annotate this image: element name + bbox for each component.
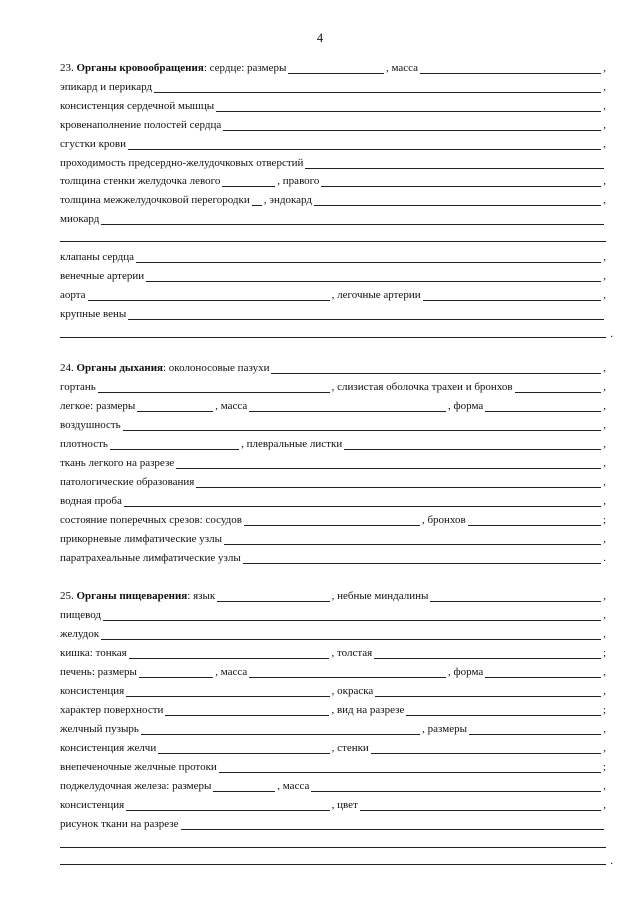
form-field [60, 138, 603, 150]
fill-in-line[interactable] [468, 515, 601, 526]
field-label: миокард [60, 213, 100, 225]
form-field [60, 362, 603, 374]
field-label: , масса [215, 400, 248, 412]
fill-in-line[interactable] [288, 63, 384, 74]
form-row [60, 512, 606, 526]
fill-in-line[interactable] [137, 401, 213, 412]
field-label: желудок [60, 628, 100, 640]
form-field [60, 495, 603, 507]
form-row [60, 436, 606, 450]
form-row [60, 626, 606, 640]
form-field [422, 514, 603, 526]
form-field [332, 685, 604, 697]
form-field [331, 647, 602, 659]
form-row [60, 588, 606, 602]
form-row [60, 60, 606, 74]
form-row [60, 417, 606, 431]
form-field [215, 666, 448, 678]
field-label: внепеченочные желчные протоки [60, 761, 217, 773]
field-label: консистенция [60, 685, 125, 697]
form-field [60, 213, 606, 225]
section-number: 24. [60, 362, 74, 374]
line-end-punctuation: , [603, 81, 606, 93]
line-end-punctuation: , [603, 419, 606, 431]
field-label: состояние поперечных срезов: сосудов [60, 514, 242, 526]
blank-line-field[interactable] [60, 231, 606, 242]
field-label: венечные артерии [60, 270, 145, 282]
field-label: , стенки [331, 742, 369, 754]
line-end-punctuation: ; [602, 704, 606, 716]
fill-in-line[interactable] [126, 800, 329, 811]
fill-in-line[interactable] [344, 439, 601, 450]
blank-line-field[interactable] [60, 837, 606, 848]
field-label: , бронхов [421, 514, 466, 526]
fill-in-line[interactable] [123, 420, 602, 431]
fill-in-line[interactable] [360, 800, 601, 811]
line-end-punctuation: , [603, 476, 606, 488]
form-field [60, 81, 603, 93]
field-label: характер поверхности [60, 704, 164, 716]
form-field [332, 590, 604, 602]
form-row [60, 550, 606, 564]
fill-in-line[interactable] [244, 515, 420, 526]
field-label: , масса [385, 62, 419, 74]
form-field [60, 289, 332, 301]
fill-in-line[interactable] [136, 252, 601, 263]
form-row [60, 683, 606, 697]
fill-in-line[interactable] [321, 176, 601, 187]
line-end-punctuation: ; [602, 647, 606, 659]
fill-in-line[interactable] [252, 195, 262, 206]
section-title: Органы пищеварения [76, 590, 188, 602]
form-row [60, 98, 606, 112]
field-label: аорта [60, 289, 86, 301]
form-field [60, 175, 277, 187]
field-label: легкое: размеры [60, 400, 136, 412]
line-end-punctuation: , [603, 609, 606, 621]
line-end-punctuation: , [603, 590, 606, 602]
field-label: , эндокард [263, 194, 312, 206]
form-field [215, 400, 448, 412]
form-field [60, 628, 603, 640]
field-label: рисунок ткани на разрезе [60, 818, 179, 830]
form-row [60, 287, 606, 301]
form-row [60, 79, 606, 93]
form-row [60, 155, 606, 169]
blank-line-field[interactable] [60, 854, 613, 867]
field-label: крупные вены [60, 308, 127, 320]
field-label: 23. Органы кровообращения: сердце: размеры [60, 62, 287, 74]
field-label: плотность [60, 438, 108, 450]
form-row [60, 778, 606, 792]
line-end-punctuation: , [603, 799, 606, 811]
fill-in-line[interactable] [101, 629, 601, 640]
line-end-punctuation: , [603, 457, 606, 469]
line-end-punctuation: , [603, 289, 606, 301]
field-label: , масса [277, 780, 310, 792]
line-end-punctuation: , [603, 780, 606, 792]
line-end-punctuation: , [603, 723, 606, 735]
fill-in-line[interactable] [165, 705, 329, 716]
fill-in-line[interactable] [213, 781, 275, 792]
fill-in-line[interactable] [181, 819, 605, 830]
line-end-punctuation: , [603, 666, 607, 678]
fill-in-line[interactable] [423, 290, 602, 301]
form-field [60, 251, 603, 263]
form-row [60, 531, 606, 545]
form-field [60, 647, 331, 659]
field-label: , вид на разрезе [331, 704, 405, 716]
form-row [60, 192, 606, 206]
page-number: 4 [316, 31, 324, 45]
form-field [60, 157, 606, 169]
section-number: 25. [60, 590, 74, 602]
fill-in-line[interactable] [141, 724, 420, 735]
fill-in-line[interactable] [371, 743, 601, 754]
form-field [60, 723, 422, 735]
fill-in-line[interactable] [158, 743, 329, 754]
form-field [60, 533, 603, 545]
fill-in-line[interactable] [219, 762, 601, 773]
fill-in-line[interactable] [124, 496, 601, 507]
fill-in-line[interactable] [469, 724, 601, 735]
form-field [60, 590, 332, 602]
field-label: ткань легкого на разрезе [60, 457, 175, 469]
field-label: поджелудочная железа: размеры [60, 780, 212, 792]
form-row [60, 493, 606, 507]
form-field [60, 780, 277, 792]
section-number: 23. [60, 62, 74, 74]
field-label: воздушность [60, 419, 121, 431]
form-field [60, 381, 332, 393]
line-end-punctuation: ; [602, 514, 606, 526]
fill-in-line[interactable] [222, 176, 275, 187]
fill-in-line[interactable] [103, 610, 601, 621]
form-field [332, 799, 604, 811]
form-row [60, 398, 606, 412]
form-field [277, 175, 603, 187]
fill-in-line[interactable] [216, 101, 601, 112]
line-end-punctuation: , [603, 100, 606, 112]
form-field [60, 438, 241, 450]
form-field [60, 742, 332, 754]
form-field [331, 704, 602, 716]
fill-in-line[interactable] [374, 648, 601, 659]
form-field [60, 308, 606, 320]
line-end-punctuation: , [603, 400, 607, 412]
form-field [277, 780, 603, 792]
line-end-punctuation: ; [602, 761, 606, 773]
form-row [60, 455, 606, 469]
form-row [60, 360, 606, 374]
fill-in-line[interactable] [223, 120, 601, 131]
form-field [60, 419, 603, 431]
form-row [60, 645, 606, 659]
form-row [60, 136, 606, 150]
field-label: желчный пузырь [60, 723, 139, 735]
form-field [448, 666, 603, 678]
fill-in-line[interactable] [249, 401, 446, 412]
field-label: гортань [60, 381, 96, 393]
fill-in-line[interactable] [305, 158, 604, 169]
line-end-punctuation: . [603, 552, 606, 564]
field-label: толщина межжелудочковой перегородки [60, 194, 250, 206]
line-end-punctuation: , [603, 62, 606, 74]
form-field [60, 270, 603, 282]
fill-in-line[interactable] [128, 139, 601, 150]
fill-in-line[interactable] [110, 439, 239, 450]
field-label: 24. Органы дыхания: околоносовые пазухи [60, 362, 270, 374]
fill-in-line[interactable] [146, 271, 601, 282]
field-label: , слизистая оболочка трахеи и бронхов [331, 381, 513, 393]
line-end-punctuation: , [603, 175, 606, 187]
field-label: паратрахеальные лимфатические узлы [60, 552, 241, 564]
line-end-punctuation: , [603, 194, 606, 206]
form-row [60, 740, 606, 754]
field-label: прикорневые лимфатические узлы [60, 533, 222, 545]
form-field [241, 438, 603, 450]
fill-in-line[interactable] [515, 382, 602, 393]
form-field [60, 194, 264, 206]
line-end-punctuation: , [603, 381, 606, 393]
form-field [60, 818, 606, 830]
fill-in-line[interactable] [243, 553, 602, 564]
form-row [60, 117, 606, 131]
fill-in-line[interactable] [217, 591, 329, 602]
fill-in-line[interactable] [311, 781, 601, 792]
field-label: , размеры [422, 723, 467, 735]
field-label: , окраска [331, 685, 374, 697]
line-end-punctuation: . [610, 328, 613, 340]
line-end-punctuation: , [603, 685, 606, 697]
line-end-punctuation: , [603, 138, 606, 150]
fill-in-line[interactable] [485, 667, 601, 678]
fill-in-line[interactable] [126, 686, 329, 697]
form-row [60, 759, 606, 773]
form-row [60, 211, 606, 225]
form-row [60, 816, 606, 830]
form-field [60, 685, 332, 697]
line-end-punctuation: , [603, 495, 606, 507]
line-end-punctuation: , [603, 251, 606, 263]
fill-in-line[interactable] [196, 477, 601, 488]
field-label: сгустки крови [60, 138, 126, 150]
form-field [60, 799, 332, 811]
form-row [60, 702, 606, 716]
fill-in-line[interactable] [430, 591, 601, 602]
field-label: консистенция [60, 799, 125, 811]
fill-in-line[interactable] [128, 309, 604, 320]
line-end-punctuation: , [603, 362, 606, 374]
field-label: , плевральные листки [241, 438, 343, 450]
form-row [60, 379, 606, 393]
section-title: Органы дыхания [76, 362, 163, 374]
field-label: , толстая [331, 647, 373, 659]
field-label: клапаны сердца [60, 251, 134, 263]
field-label: кровенаполнение полостей сердца [60, 119, 222, 131]
form-field [60, 476, 603, 488]
form-field [60, 457, 603, 469]
field-label: проходимость предсердно-желудочковых отверстий [60, 157, 304, 169]
field-label: водная проба [60, 495, 122, 507]
field-label: , легочные артерии [331, 289, 421, 301]
form-field [60, 62, 386, 74]
fill-in-line[interactable] [176, 458, 601, 469]
field-label: , форма [448, 666, 484, 678]
fill-in-line[interactable] [485, 401, 601, 412]
line-end-punctuation: . [610, 855, 613, 867]
fill-in-line[interactable] [314, 195, 601, 206]
form-field [332, 742, 604, 754]
form-field [60, 400, 215, 412]
form-field [60, 666, 215, 678]
form-row [60, 268, 606, 282]
fill-in-line[interactable] [224, 534, 601, 545]
field-label: , масса [215, 666, 248, 678]
form-field [60, 100, 603, 112]
fill-in-line[interactable] [375, 686, 601, 697]
fill-in-line[interactable] [249, 667, 446, 678]
form-field [422, 723, 603, 735]
line-end-punctuation: , [603, 438, 606, 450]
field-label: консистенция желчи [60, 742, 157, 754]
field-label: печень: размеры [60, 666, 137, 678]
field-label: , правого [277, 175, 320, 187]
form-field [60, 514, 422, 526]
section-title: Органы кровообращения [76, 62, 204, 74]
form-field [60, 609, 603, 621]
field-label: кишка: тонкая [60, 647, 127, 659]
form-field [60, 552, 603, 564]
form-field [60, 761, 603, 773]
field-label: пищевод [60, 609, 102, 621]
fill-in-line[interactable] [420, 63, 601, 74]
form-field [332, 289, 604, 301]
field-label: толщина стенки желудочка левого [60, 175, 221, 187]
form-row [60, 797, 606, 811]
form-row [60, 474, 606, 488]
line-end-punctuation: , [603, 270, 606, 282]
line-end-punctuation: , [603, 628, 606, 640]
form-field [60, 119, 603, 131]
form-field [60, 704, 331, 716]
form-field [386, 62, 603, 74]
fill-in-line[interactable] [129, 648, 330, 659]
field-label: , форма [448, 400, 484, 412]
fill-in-line[interactable] [88, 290, 330, 301]
fill-in-line[interactable] [406, 705, 601, 716]
form-row [60, 249, 606, 263]
field-label: , цвет [331, 799, 358, 811]
fill-in-line[interactable] [154, 82, 601, 93]
field-label: 25. Органы пищеварения: язык [60, 590, 216, 602]
field-label: патологические образования [60, 476, 195, 488]
form-field [448, 400, 603, 412]
line-end-punctuation: , [603, 119, 606, 131]
line-end-punctuation: , [603, 533, 606, 545]
field-label: эпикард и перикард [60, 81, 153, 93]
line-end-punctuation: , [603, 742, 606, 754]
form-row [60, 607, 606, 621]
form-field [332, 381, 604, 393]
field-label: , небные миндалины [331, 590, 429, 602]
fill-in-line[interactable] [98, 382, 330, 393]
blank-line-field[interactable] [60, 327, 613, 340]
field-label: консистенция сердечной мышцы [60, 100, 215, 112]
fill-in-line[interactable] [139, 667, 213, 678]
form-row [60, 173, 606, 187]
fill-in-line[interactable] [271, 363, 601, 374]
fill-in-line[interactable] [101, 214, 604, 225]
form-row [60, 306, 606, 320]
form-field [264, 194, 604, 206]
form-row [60, 664, 606, 678]
form-row [60, 721, 606, 735]
